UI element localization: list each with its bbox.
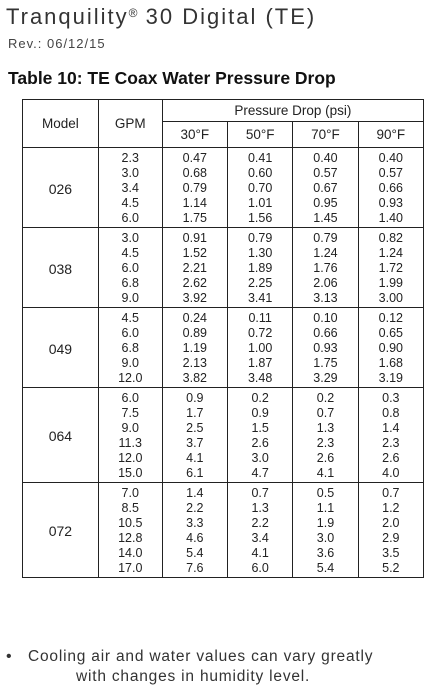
pressure-drop-cell: 0.82 bbox=[358, 228, 423, 247]
pressure-drop-cell: 2.13 bbox=[162, 356, 227, 371]
pressure-drop-cell: 2.3 bbox=[358, 436, 423, 451]
pressure-drop-cell: 1.5 bbox=[227, 421, 292, 436]
pressure-drop-cell: 4.7 bbox=[227, 466, 292, 483]
pressure-drop-cell: 3.7 bbox=[162, 436, 227, 451]
gpm-cell: 3.4 bbox=[98, 181, 162, 196]
pressure-drop-cell: 1.56 bbox=[227, 211, 292, 228]
model-cell: 064 bbox=[23, 388, 99, 483]
pressure-drop-cell: 1.68 bbox=[358, 356, 423, 371]
pressure-drop-cell: 0.66 bbox=[358, 181, 423, 196]
pressure-drop-cell: 1.87 bbox=[227, 356, 292, 371]
pressure-drop-cell: 0.24 bbox=[162, 308, 227, 327]
pressure-drop-cell: 1.3 bbox=[293, 421, 358, 436]
pressure-drop-cell: 0.7 bbox=[227, 483, 292, 502]
document-title-suffix: 30 Digital (TE) bbox=[137, 4, 317, 29]
pressure-drop-cell: 0.66 bbox=[293, 326, 358, 341]
pressure-drop-cell: 1.45 bbox=[293, 211, 358, 228]
pressure-drop-cell: 0.72 bbox=[227, 326, 292, 341]
footnote bbox=[6, 647, 441, 687]
pressure-drop-cell: 1.7 bbox=[162, 406, 227, 421]
gpm-cell: 12.0 bbox=[98, 371, 162, 388]
gpm-cell: 9.0 bbox=[98, 291, 162, 308]
pressure-drop-cell: 7.6 bbox=[162, 561, 227, 578]
table-body bbox=[23, 148, 424, 578]
pressure-drop-cell: 4.6 bbox=[162, 531, 227, 546]
table-row bbox=[23, 388, 424, 407]
pressure-drop-cell: 1.99 bbox=[358, 276, 423, 291]
table-row bbox=[23, 308, 424, 327]
gpm-cell: 10.5 bbox=[98, 516, 162, 531]
pressure-drop-cell: 3.0 bbox=[227, 451, 292, 466]
pressure-drop-cell: 0.95 bbox=[293, 196, 358, 211]
pressure-drop-cell: 1.4 bbox=[162, 483, 227, 502]
gpm-cell: 2.3 bbox=[98, 148, 162, 167]
pressure-drop-cell: 0.2 bbox=[227, 388, 292, 407]
pressure-drop-cell: 0.7 bbox=[358, 483, 423, 502]
pressure-drop-cell: 1.14 bbox=[162, 196, 227, 211]
pressure-drop-cell: 0.79 bbox=[227, 228, 292, 247]
column-header-temp: 90°F bbox=[358, 122, 423, 148]
pressure-drop-cell: 2.2 bbox=[227, 516, 292, 531]
pressure-drop-cell: 1.19 bbox=[162, 341, 227, 356]
pressure-drop-cell: 0.47 bbox=[162, 148, 227, 167]
pressure-drop-cell: 0.41 bbox=[227, 148, 292, 167]
pressure-drop-cell: 2.6 bbox=[227, 436, 292, 451]
pressure-drop-cell: 1.1 bbox=[293, 501, 358, 516]
pressure-drop-cell: 0.79 bbox=[293, 228, 358, 247]
gpm-cell: 14.0 bbox=[98, 546, 162, 561]
table-title: Table 10: TE Coax Water Pressure Drop bbox=[8, 68, 336, 88]
column-header-temp: 50°F bbox=[227, 122, 292, 148]
document-title-text: Tranquility bbox=[6, 4, 129, 29]
column-header-gpm: GPM bbox=[98, 100, 162, 148]
pressure-drop-cell: 2.06 bbox=[293, 276, 358, 291]
pressure-drop-cell: 0.2 bbox=[293, 388, 358, 407]
pressure-drop-cell: 5.2 bbox=[358, 561, 423, 578]
footnote-line-1: Cooling air and water values can vary greatly bbox=[28, 648, 374, 665]
pressure-drop-cell: 2.0 bbox=[358, 516, 423, 531]
gpm-cell: 6.0 bbox=[98, 326, 162, 341]
pressure-drop-cell: 1.3 bbox=[227, 501, 292, 516]
pressure-drop-cell: 1.24 bbox=[358, 246, 423, 261]
gpm-cell: 15.0 bbox=[98, 466, 162, 483]
pressure-drop-cell: 0.40 bbox=[293, 148, 358, 167]
gpm-cell: 6.0 bbox=[98, 211, 162, 228]
pressure-drop-cell: 3.6 bbox=[293, 546, 358, 561]
pressure-drop-cell: 1.75 bbox=[293, 356, 358, 371]
table-row bbox=[23, 148, 424, 167]
column-header-model: Model bbox=[23, 100, 99, 148]
pressure-drop-cell: 1.00 bbox=[227, 341, 292, 356]
gpm-cell: 11.3 bbox=[98, 436, 162, 451]
pressure-drop-cell: 0.57 bbox=[293, 166, 358, 181]
pressure-drop-cell: 3.82 bbox=[162, 371, 227, 388]
pressure-drop-cell: 5.4 bbox=[162, 546, 227, 561]
pressure-drop-cell: 2.6 bbox=[293, 451, 358, 466]
pressure-drop-cell: 0.10 bbox=[293, 308, 358, 327]
column-header-temp: 30°F bbox=[162, 122, 227, 148]
pressure-drop-cell: 3.13 bbox=[293, 291, 358, 308]
pressure-drop-cell: 1.01 bbox=[227, 196, 292, 211]
gpm-cell: 3.0 bbox=[98, 166, 162, 181]
pressure-drop-cell: 3.3 bbox=[162, 516, 227, 531]
gpm-cell: 4.5 bbox=[98, 196, 162, 211]
pressure-drop-cell: 0.93 bbox=[358, 196, 423, 211]
pressure-drop-cell: 2.2 bbox=[162, 501, 227, 516]
registered-mark: ® bbox=[128, 6, 138, 20]
pressure-drop-cell: 1.40 bbox=[358, 211, 423, 228]
pressure-drop-cell: 0.8 bbox=[358, 406, 423, 421]
pressure-drop-cell: 1.2 bbox=[358, 501, 423, 516]
pressure-drop-cell: 1.52 bbox=[162, 246, 227, 261]
gpm-cell: 8.5 bbox=[98, 501, 162, 516]
pressure-drop-cell: 0.91 bbox=[162, 228, 227, 247]
pressure-drop-cell: 2.9 bbox=[358, 531, 423, 546]
table-row bbox=[23, 483, 424, 502]
pressure-drop-cell: 2.5 bbox=[162, 421, 227, 436]
pressure-drop-cell: 3.00 bbox=[358, 291, 423, 308]
gpm-cell: 9.0 bbox=[98, 421, 162, 436]
gpm-cell: 17.0 bbox=[98, 561, 162, 578]
pressure-drop-cell: 0.67 bbox=[293, 181, 358, 196]
pressure-drop-cell: 0.9 bbox=[227, 406, 292, 421]
pressure-drop-cell: 1.75 bbox=[162, 211, 227, 228]
gpm-cell: 12.0 bbox=[98, 451, 162, 466]
pressure-drop-cell: 3.48 bbox=[227, 371, 292, 388]
pressure-drop-cell: 1.4 bbox=[358, 421, 423, 436]
pressure-drop-cell: 0.93 bbox=[293, 341, 358, 356]
pressure-drop-cell: 2.62 bbox=[162, 276, 227, 291]
pressure-drop-cell: 2.6 bbox=[358, 451, 423, 466]
gpm-cell: 7.5 bbox=[98, 406, 162, 421]
pressure-drop-cell: 2.25 bbox=[227, 276, 292, 291]
gpm-cell: 9.0 bbox=[98, 356, 162, 371]
pressure-drop-cell: 5.4 bbox=[293, 561, 358, 578]
pressure-drop-cell: 6.0 bbox=[227, 561, 292, 578]
pressure-drop-cell: 6.1 bbox=[162, 466, 227, 483]
table-row bbox=[23, 228, 424, 247]
gpm-cell: 7.0 bbox=[98, 483, 162, 502]
pressure-drop-cell: 0.12 bbox=[358, 308, 423, 327]
model-cell: 026 bbox=[23, 148, 99, 228]
gpm-cell: 6.0 bbox=[98, 261, 162, 276]
gpm-cell: 6.8 bbox=[98, 341, 162, 356]
pressure-drop-cell: 0.89 bbox=[162, 326, 227, 341]
pressure-drop-cell: 2.3 bbox=[293, 436, 358, 451]
pressure-drop-cell: 1.72 bbox=[358, 261, 423, 276]
pressure-drop-cell: 3.92 bbox=[162, 291, 227, 308]
pressure-drop-cell: 3.41 bbox=[227, 291, 292, 308]
gpm-cell: 12.8 bbox=[98, 531, 162, 546]
pressure-drop-cell: 0.5 bbox=[293, 483, 358, 502]
pressure-drop-cell: 0.40 bbox=[358, 148, 423, 167]
pressure-drop-cell: 0.70 bbox=[227, 181, 292, 196]
pressure-drop-cell: 1.24 bbox=[293, 246, 358, 261]
column-group-header-pressure-drop: Pressure Drop (psi) bbox=[162, 100, 423, 122]
pressure-drop-cell: 0.65 bbox=[358, 326, 423, 341]
pressure-drop-cell: 2.21 bbox=[162, 261, 227, 276]
pressure-drop-cell: 0.79 bbox=[162, 181, 227, 196]
pressure-drop-cell: 3.5 bbox=[358, 546, 423, 561]
document-title bbox=[6, 4, 316, 30]
pressure-drop-table bbox=[22, 99, 424, 578]
pressure-drop-cell: 1.30 bbox=[227, 246, 292, 261]
model-cell: 038 bbox=[23, 228, 99, 308]
pressure-drop-cell: 0.3 bbox=[358, 388, 423, 407]
pressure-drop-cell: 0.7 bbox=[293, 406, 358, 421]
pressure-drop-cell: 4.1 bbox=[293, 466, 358, 483]
pressure-drop-cell: 0.90 bbox=[358, 341, 423, 356]
bullet-icon: • bbox=[6, 648, 13, 665]
pressure-drop-cell: 0.11 bbox=[227, 308, 292, 327]
gpm-cell: 3.0 bbox=[98, 228, 162, 247]
gpm-cell: 4.5 bbox=[98, 308, 162, 327]
pressure-drop-cell: 4.1 bbox=[162, 451, 227, 466]
gpm-cell: 6.8 bbox=[98, 276, 162, 291]
footnote-line-2: with changes in humidity level. bbox=[76, 668, 311, 685]
column-header-temp: 70°F bbox=[293, 122, 358, 148]
gpm-cell: 4.5 bbox=[98, 246, 162, 261]
pressure-drop-cell: 3.19 bbox=[358, 371, 423, 388]
pressure-drop-cell: 3.0 bbox=[293, 531, 358, 546]
model-cell: 049 bbox=[23, 308, 99, 388]
pressure-drop-cell: 1.89 bbox=[227, 261, 292, 276]
pressure-drop-cell: 3.29 bbox=[293, 371, 358, 388]
pressure-drop-cell: 4.0 bbox=[358, 466, 423, 483]
pressure-drop-cell: 4.1 bbox=[227, 546, 292, 561]
pressure-drop-cell: 1.76 bbox=[293, 261, 358, 276]
pressure-drop-cell: 3.4 bbox=[227, 531, 292, 546]
model-cell: 072 bbox=[23, 483, 99, 578]
pressure-drop-cell: 0.9 bbox=[162, 388, 227, 407]
pressure-drop-cell: 0.68 bbox=[162, 166, 227, 181]
revision-date: Rev.: 06/12/15 bbox=[8, 36, 106, 51]
pressure-drop-cell: 0.60 bbox=[227, 166, 292, 181]
pressure-drop-cell: 1.9 bbox=[293, 516, 358, 531]
pressure-drop-cell: 0.57 bbox=[358, 166, 423, 181]
gpm-cell: 6.0 bbox=[98, 388, 162, 407]
